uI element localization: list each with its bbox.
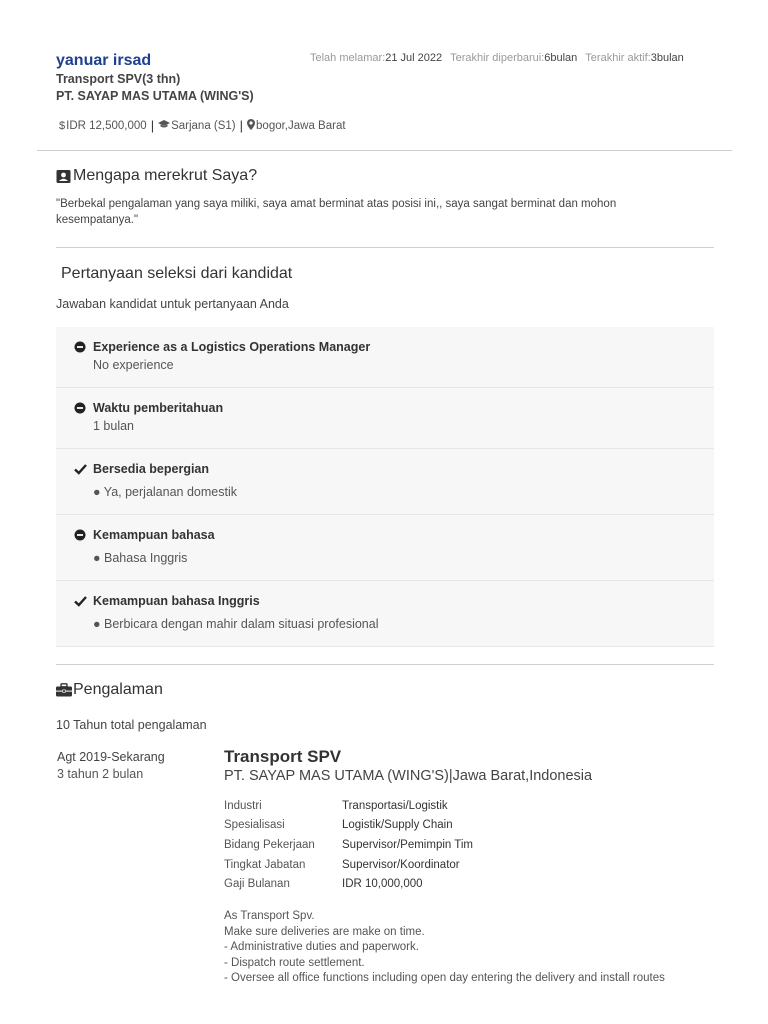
detail-value: Transportasi/Logistik <box>342 800 448 812</box>
divider <box>56 247 714 248</box>
experience-duration: 3 tahun 2 bulan <box>57 767 144 781</box>
updated-value: 6bulan <box>544 52 578 64</box>
detail-value: Logistik/Supply Chain <box>342 819 453 831</box>
application-meta <box>310 52 684 64</box>
question-answer: ● Bahasa Inggris <box>93 551 188 565</box>
question-label: Kemampuan bahasa <box>93 528 215 542</box>
candidate-header <box>0 0 768 150</box>
question-answer: ● Ya, perjalanan domestik <box>93 485 237 499</box>
active-label: Terakhir aktif: <box>585 52 651 64</box>
description-line: - Dispatch route settlement. <box>224 956 365 969</box>
description-line: - Oversee all office functions including open day entering the delivery and install routes <box>224 972 665 984</box>
detail-key: Bidang Pekerjaan <box>224 839 315 851</box>
question-label: Bersedia bepergian <box>93 462 210 476</box>
check-icon <box>74 462 86 474</box>
question-answer: 1 bulan <box>93 419 135 433</box>
screening-title: Pertanyaan seleksi dari kandidat <box>61 265 293 282</box>
question-answer: No experience <box>93 358 174 372</box>
question-label: Waktu pemberitahuan <box>93 401 224 415</box>
detail-key: Spesialisasi <box>224 819 285 831</box>
candidate-location: bogor,Jawa Barat <box>256 119 346 132</box>
candidate-summary-line <box>59 118 346 133</box>
applied-label: Telah melamar: <box>310 52 386 64</box>
question-label: Kemampuan bahasa Inggris <box>93 594 260 608</box>
candidate-current-company: PT. SAYAP MAS UTAMA (WING'S) <box>56 89 254 103</box>
experience-description <box>224 909 665 987</box>
minus-circle-icon <box>74 401 86 413</box>
contact-card-icon <box>56 169 71 184</box>
candidate-current-title: Transport SPV(3 thn) <box>56 72 181 86</box>
screening-question <box>56 327 714 388</box>
graduation-cap-icon <box>158 119 170 132</box>
minus-circle-icon <box>74 528 86 540</box>
question-answer: ● Berbicara dengan mahir dalam situasi profesional <box>93 617 379 631</box>
divider <box>56 664 714 665</box>
screening-question <box>56 515 714 581</box>
experience-heading <box>56 681 163 699</box>
map-pin-icon <box>247 119 255 133</box>
minus-circle-icon <box>74 340 86 352</box>
detail-key: Gaji Bulanan <box>224 878 290 890</box>
description-line: As Transport Spv. <box>224 910 315 922</box>
screening-question <box>56 449 714 515</box>
separator: | <box>150 118 155 133</box>
why-hire-title: Mengapa merekrut Saya? <box>73 167 258 184</box>
experience-title: Pengalaman <box>73 681 163 698</box>
detail-value: Supervisor/Pemimpin Tim <box>342 839 474 851</box>
screening-question <box>56 581 714 647</box>
description-line: - Administrative duties and paperwork. <box>224 941 419 953</box>
screening-heading <box>61 265 292 283</box>
detail-key: Industri <box>224 800 262 812</box>
screening-question <box>56 388 714 449</box>
why-hire-quote: "Berbekal pengalaman yang saya miliki, saya amat berminat atas posisi ini,, saya sangat berminat dan mohon kesempatanya." <box>56 198 617 226</box>
applied-date: 21 Jul 2022 <box>385 52 443 64</box>
separator: | <box>239 118 244 133</box>
description-line: Make sure deliveries are make on time. <box>224 925 425 938</box>
detail-value: Supervisor/Koordinator <box>342 859 460 871</box>
expected-salary: IDR 12,500,000 <box>66 119 147 132</box>
why-hire-heading <box>56 167 257 185</box>
experience-role: Transport SPV <box>224 747 342 766</box>
candidate-name[interactable]: yanuar irsad <box>56 52 152 69</box>
detail-value: IDR 10,000,000 <box>342 878 423 890</box>
experience-company-location: PT. SAYAP MAS UTAMA (WING'S)|Jawa Barat,Indonesia <box>224 768 593 784</box>
detail-key: Tingkat Jabatan <box>224 859 306 871</box>
updated-label: Terakhir diperbarui: <box>450 52 545 64</box>
dollar-icon: $ <box>59 119 66 132</box>
divider <box>37 150 732 151</box>
experience-total: 10 Tahun total pengalaman <box>56 718 207 732</box>
active-value: 3bulan <box>650 52 684 64</box>
check-icon <box>74 594 86 606</box>
education-level: Sarjana (S1) <box>171 119 236 132</box>
question-label: Experience as a Logistics Operations Manager <box>93 340 371 354</box>
screening-intro: Jawaban kandidat untuk pertanyaan Anda <box>56 297 289 311</box>
experience-date-range: Agt 2019-Sekarang <box>57 750 165 764</box>
briefcase-icon <box>56 683 71 698</box>
